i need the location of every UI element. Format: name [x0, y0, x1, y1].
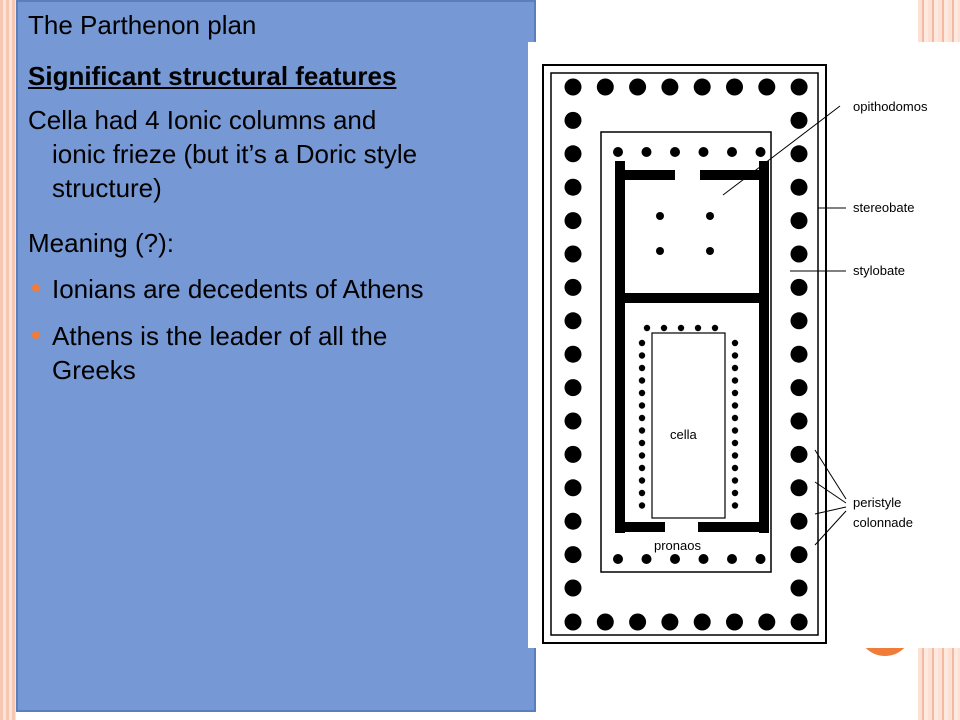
parthenon-plan-figure	[528, 42, 960, 648]
peristyle-column	[791, 446, 808, 463]
cella-column	[732, 502, 738, 508]
ionic-column	[706, 247, 714, 255]
cella-column	[732, 477, 738, 483]
bullet-text: Ionians are decedents of Athens	[52, 274, 424, 304]
cella-column	[639, 465, 645, 471]
cella-column	[639, 365, 645, 371]
peristyle-column	[565, 112, 582, 129]
cella-column	[732, 377, 738, 383]
cella-column	[644, 325, 650, 331]
ionic-column	[706, 212, 714, 220]
peristyle-column	[791, 546, 808, 563]
peristyle-column	[791, 212, 808, 229]
cella-column	[732, 415, 738, 421]
opisthodomos-column	[670, 147, 680, 157]
pronaos-column	[756, 554, 766, 564]
peristyle-column	[629, 79, 646, 96]
peristyle-column	[565, 212, 582, 229]
stereobate-label: stereobate	[853, 200, 915, 215]
peristyle-column	[661, 79, 678, 96]
opithodomos-label: opithodomos	[853, 99, 928, 114]
west-wall-left	[615, 170, 675, 180]
ionic-column	[656, 247, 664, 255]
peristyle-column	[597, 614, 614, 631]
cella-column	[639, 390, 645, 396]
paragraph-line-1: Cella had 4 Ionic columns and	[28, 105, 377, 135]
cella-column	[695, 325, 701, 331]
ionic-column	[656, 212, 664, 220]
cella-column	[732, 340, 738, 346]
peristyle-column	[565, 279, 582, 296]
cella-column	[639, 490, 645, 496]
stereobate-outline	[543, 65, 826, 643]
peristyle-leader	[815, 511, 846, 545]
colonnade-label: colonnade	[853, 515, 913, 530]
peristyle-column	[791, 246, 808, 263]
opisthodomos-column	[613, 147, 623, 157]
peristyle-column	[791, 413, 808, 430]
peristyle-column	[629, 614, 646, 631]
peristyle-column	[694, 79, 711, 96]
cella-label: cella	[670, 427, 697, 442]
bullet-item	[28, 272, 528, 306]
cella-column	[732, 402, 738, 408]
stylobate-label: stylobate	[853, 263, 906, 278]
bullet-dot-icon	[32, 284, 40, 292]
peristyle-column	[791, 614, 808, 631]
peristyle-column	[565, 312, 582, 329]
cella-column	[639, 440, 645, 446]
east-wall-right	[698, 522, 769, 532]
peristyle-column	[565, 513, 582, 530]
peristyle-column	[565, 614, 582, 631]
pronaos-label: pronaos	[654, 538, 701, 553]
bullet-dot-icon	[32, 331, 40, 339]
text-panel	[16, 0, 536, 712]
paragraph-line-3: structure)	[52, 173, 162, 203]
section-heading: Significant structural features	[28, 61, 397, 91]
cella-column	[678, 325, 684, 331]
peristyle-column	[565, 546, 582, 563]
cella-column	[732, 352, 738, 358]
peristyle-column	[565, 379, 582, 396]
features-paragraph	[28, 103, 518, 205]
cella-wall-left	[615, 303, 625, 533]
cella-colonnade	[639, 325, 738, 509]
cella-column	[661, 325, 667, 331]
cella-column	[732, 490, 738, 496]
cella-column	[732, 365, 738, 371]
peristyle-column	[791, 479, 808, 496]
cella-column	[639, 452, 645, 458]
opisthodomos-column	[756, 147, 766, 157]
opithodomos-leader	[723, 106, 840, 195]
peristyle-column	[565, 179, 582, 196]
cella-column	[639, 415, 645, 421]
peristyle-column	[565, 413, 582, 430]
cella-column	[639, 340, 645, 346]
meaning-label: Meaning (?):	[28, 228, 174, 258]
peristyle-column	[791, 145, 808, 162]
bullet-text: Athens is the leader of all the	[52, 321, 388, 351]
peristyle-column	[565, 479, 582, 496]
pronaos-column	[670, 554, 680, 564]
pronaos-column	[727, 554, 737, 564]
peristyle-column	[791, 312, 808, 329]
left-decorative-stripe	[0, 0, 16, 720]
slide-title: The Parthenon plan	[28, 10, 257, 40]
peristyle-column	[726, 614, 743, 631]
peristyle-column	[565, 580, 582, 597]
peristyle-column	[565, 145, 582, 162]
peristyle-column	[791, 346, 808, 363]
cella-column	[732, 390, 738, 396]
opisthodomos-front-columns	[613, 147, 766, 157]
peristyle-column	[791, 513, 808, 530]
pronaos-front-columns	[613, 554, 766, 564]
parthenon-plan-diagram	[528, 42, 960, 648]
peristyle-column	[726, 79, 743, 96]
peristyle-column	[565, 346, 582, 363]
cella-column	[732, 440, 738, 446]
cella-inner-outline	[652, 333, 725, 518]
cella-column	[712, 325, 718, 331]
peristyle-column	[565, 246, 582, 263]
peristyle-column	[791, 112, 808, 129]
paragraph-line-2: ionic frieze (but it’s a Doric style	[52, 139, 418, 169]
peristyle-column	[694, 614, 711, 631]
peristyle-column	[565, 446, 582, 463]
peristyle-leader	[815, 507, 846, 514]
east-wall-left	[615, 522, 665, 532]
pronaos-column	[613, 554, 623, 564]
peristyle-label: peristyle	[853, 495, 902, 510]
cella-column	[639, 427, 645, 433]
cella-column	[639, 402, 645, 408]
peristyle-column	[791, 279, 808, 296]
opisthodomos-column	[642, 147, 652, 157]
peristyle-column	[791, 379, 808, 396]
opisthodomos-column	[727, 147, 737, 157]
bullet-text-continuation: Greeks	[52, 355, 136, 385]
peristyle-column	[758, 79, 775, 96]
peristyle-column	[758, 614, 775, 631]
pronaos-column	[642, 554, 652, 564]
peristyle-leader	[815, 450, 846, 499]
cella-column	[639, 502, 645, 508]
peristyle-column	[565, 79, 582, 96]
naos-outline	[601, 132, 771, 572]
cella-column	[639, 352, 645, 358]
cella-wall-right	[759, 303, 769, 533]
partition-wall	[615, 293, 769, 303]
cella-column	[639, 377, 645, 383]
cella-column	[732, 427, 738, 433]
peristyle-column	[597, 79, 614, 96]
west-wall-right	[700, 170, 769, 180]
peristyle-column	[791, 79, 808, 96]
peristyle-column	[791, 580, 808, 597]
peristyle-column	[661, 614, 678, 631]
opisthodomos-column	[699, 147, 709, 157]
pronaos-column	[699, 554, 709, 564]
cella-column	[732, 465, 738, 471]
cella-column	[639, 477, 645, 483]
bullet-item	[28, 319, 528, 387]
cella-column	[732, 452, 738, 458]
peristyle-column	[791, 179, 808, 196]
